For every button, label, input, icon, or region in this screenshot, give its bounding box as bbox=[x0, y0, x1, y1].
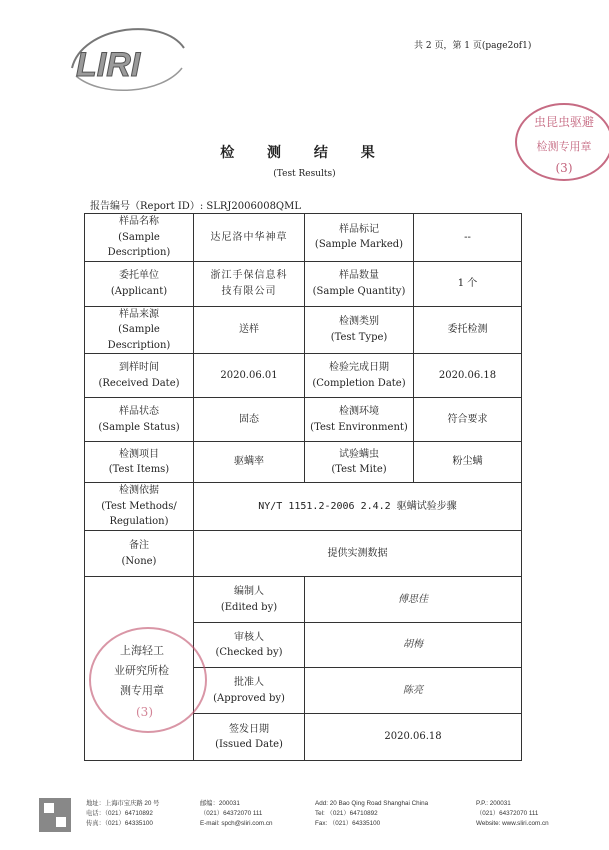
page-number: 共 2 页，第 1 页(page2of1) bbox=[414, 41, 532, 51]
row-test-methods: 检测依据 (Test Methods/ Regulation) NY/T 1151.2-2006 2.4.2 驱螨试验步骤 bbox=[85, 483, 522, 531]
footer-website[interactable]: Website: www.sliri.com.cn bbox=[476, 819, 549, 827]
svg-text:虫昆虫驱避: 虫昆虫驱避 bbox=[533, 115, 595, 129]
row-edited-by: 编制人 (Edited by) 傅思佳 bbox=[85, 577, 522, 623]
logo-text: LIRI bbox=[76, 46, 141, 84]
footer-fax-en: Fax: （021）64335100 bbox=[315, 819, 381, 827]
svg-text:业研究所检: 业研究所检 bbox=[114, 664, 169, 677]
row-sample-source: 样品来源 (Sample Description) 送样 检测类别 (Test Type) 委托检测 bbox=[85, 306, 522, 354]
row-received-date: 到样时间 (Received Date) 2020.06.01 检验完成日期 (Completion Date) 2020.06.18 bbox=[85, 354, 522, 398]
footer-pp-tel: （021）64372070 111 bbox=[476, 809, 539, 817]
row-approved-by: 批准人 (Approved by) 陈亮 bbox=[85, 668, 522, 714]
row-sample-status: 样品状态 (Sample Status) 固态 检测环境 (Test Environment) 符合要求 bbox=[85, 398, 522, 442]
svg-text:测专用章: 测专用章 bbox=[120, 684, 164, 697]
svg-text:(3): (3) bbox=[136, 705, 153, 719]
footer-tel-en: Tel: （021）64710892 bbox=[315, 809, 378, 817]
inspection-stamp-left bbox=[84, 620, 214, 740]
footer-email: E-mail: spch@sliri.com.cn bbox=[200, 819, 273, 827]
row-issued-date: 签发日期 (Issued Date) 2020.06.18 bbox=[85, 714, 522, 761]
footer-postcode-tel: （021）64372070 111 bbox=[200, 809, 263, 817]
row-checked-by: 审核人 (Checked by) 胡梅 bbox=[85, 623, 522, 668]
title-en: (Test Results) bbox=[273, 169, 336, 179]
footer-logo-icon bbox=[38, 797, 72, 833]
footer-fax-cn: 传真：（021）64335100 bbox=[86, 819, 153, 827]
footer-postcode-cn: 邮编：200031 bbox=[200, 800, 240, 807]
footer-tel-cn: 电话：（021）64710892 bbox=[86, 809, 153, 817]
row-sample-description: 样品名称 (Sample Description) 达尼洛中华神草 样品标记 (Sample Marked) -- bbox=[85, 214, 522, 262]
footer-address-en: Add: 20 Bao Qing Road Shanghai China bbox=[315, 800, 429, 807]
footer-pp: P.P.: 200031 bbox=[476, 800, 511, 807]
footer-address-cn: 地址：上海市宝庆路 20 号 bbox=[86, 800, 160, 807]
svg-text:上海轻工: 上海轻工 bbox=[120, 644, 164, 657]
title-cn: 检 测 结 果 bbox=[220, 145, 389, 161]
report-id: 报告编号（Report ID）: SLRJ2006008QML bbox=[90, 201, 302, 212]
liri-logo bbox=[62, 18, 190, 100]
svg-text:(3): (3) bbox=[555, 161, 573, 175]
row-remarks: 备注 (None) 提供实测数据 bbox=[85, 531, 522, 577]
row-applicant: 委托单位 (Applicant) 浙江手保信息科 技有限公司 样品数量 (Sample Quantity) 1 个 bbox=[85, 261, 522, 306]
svg-text:检测专用章: 检测专用章 bbox=[536, 140, 592, 153]
row-test-items: 检测项目 (Test Items) 驱螨率 试验螨虫 (Test Mite) 粉尘螨 bbox=[85, 442, 522, 483]
